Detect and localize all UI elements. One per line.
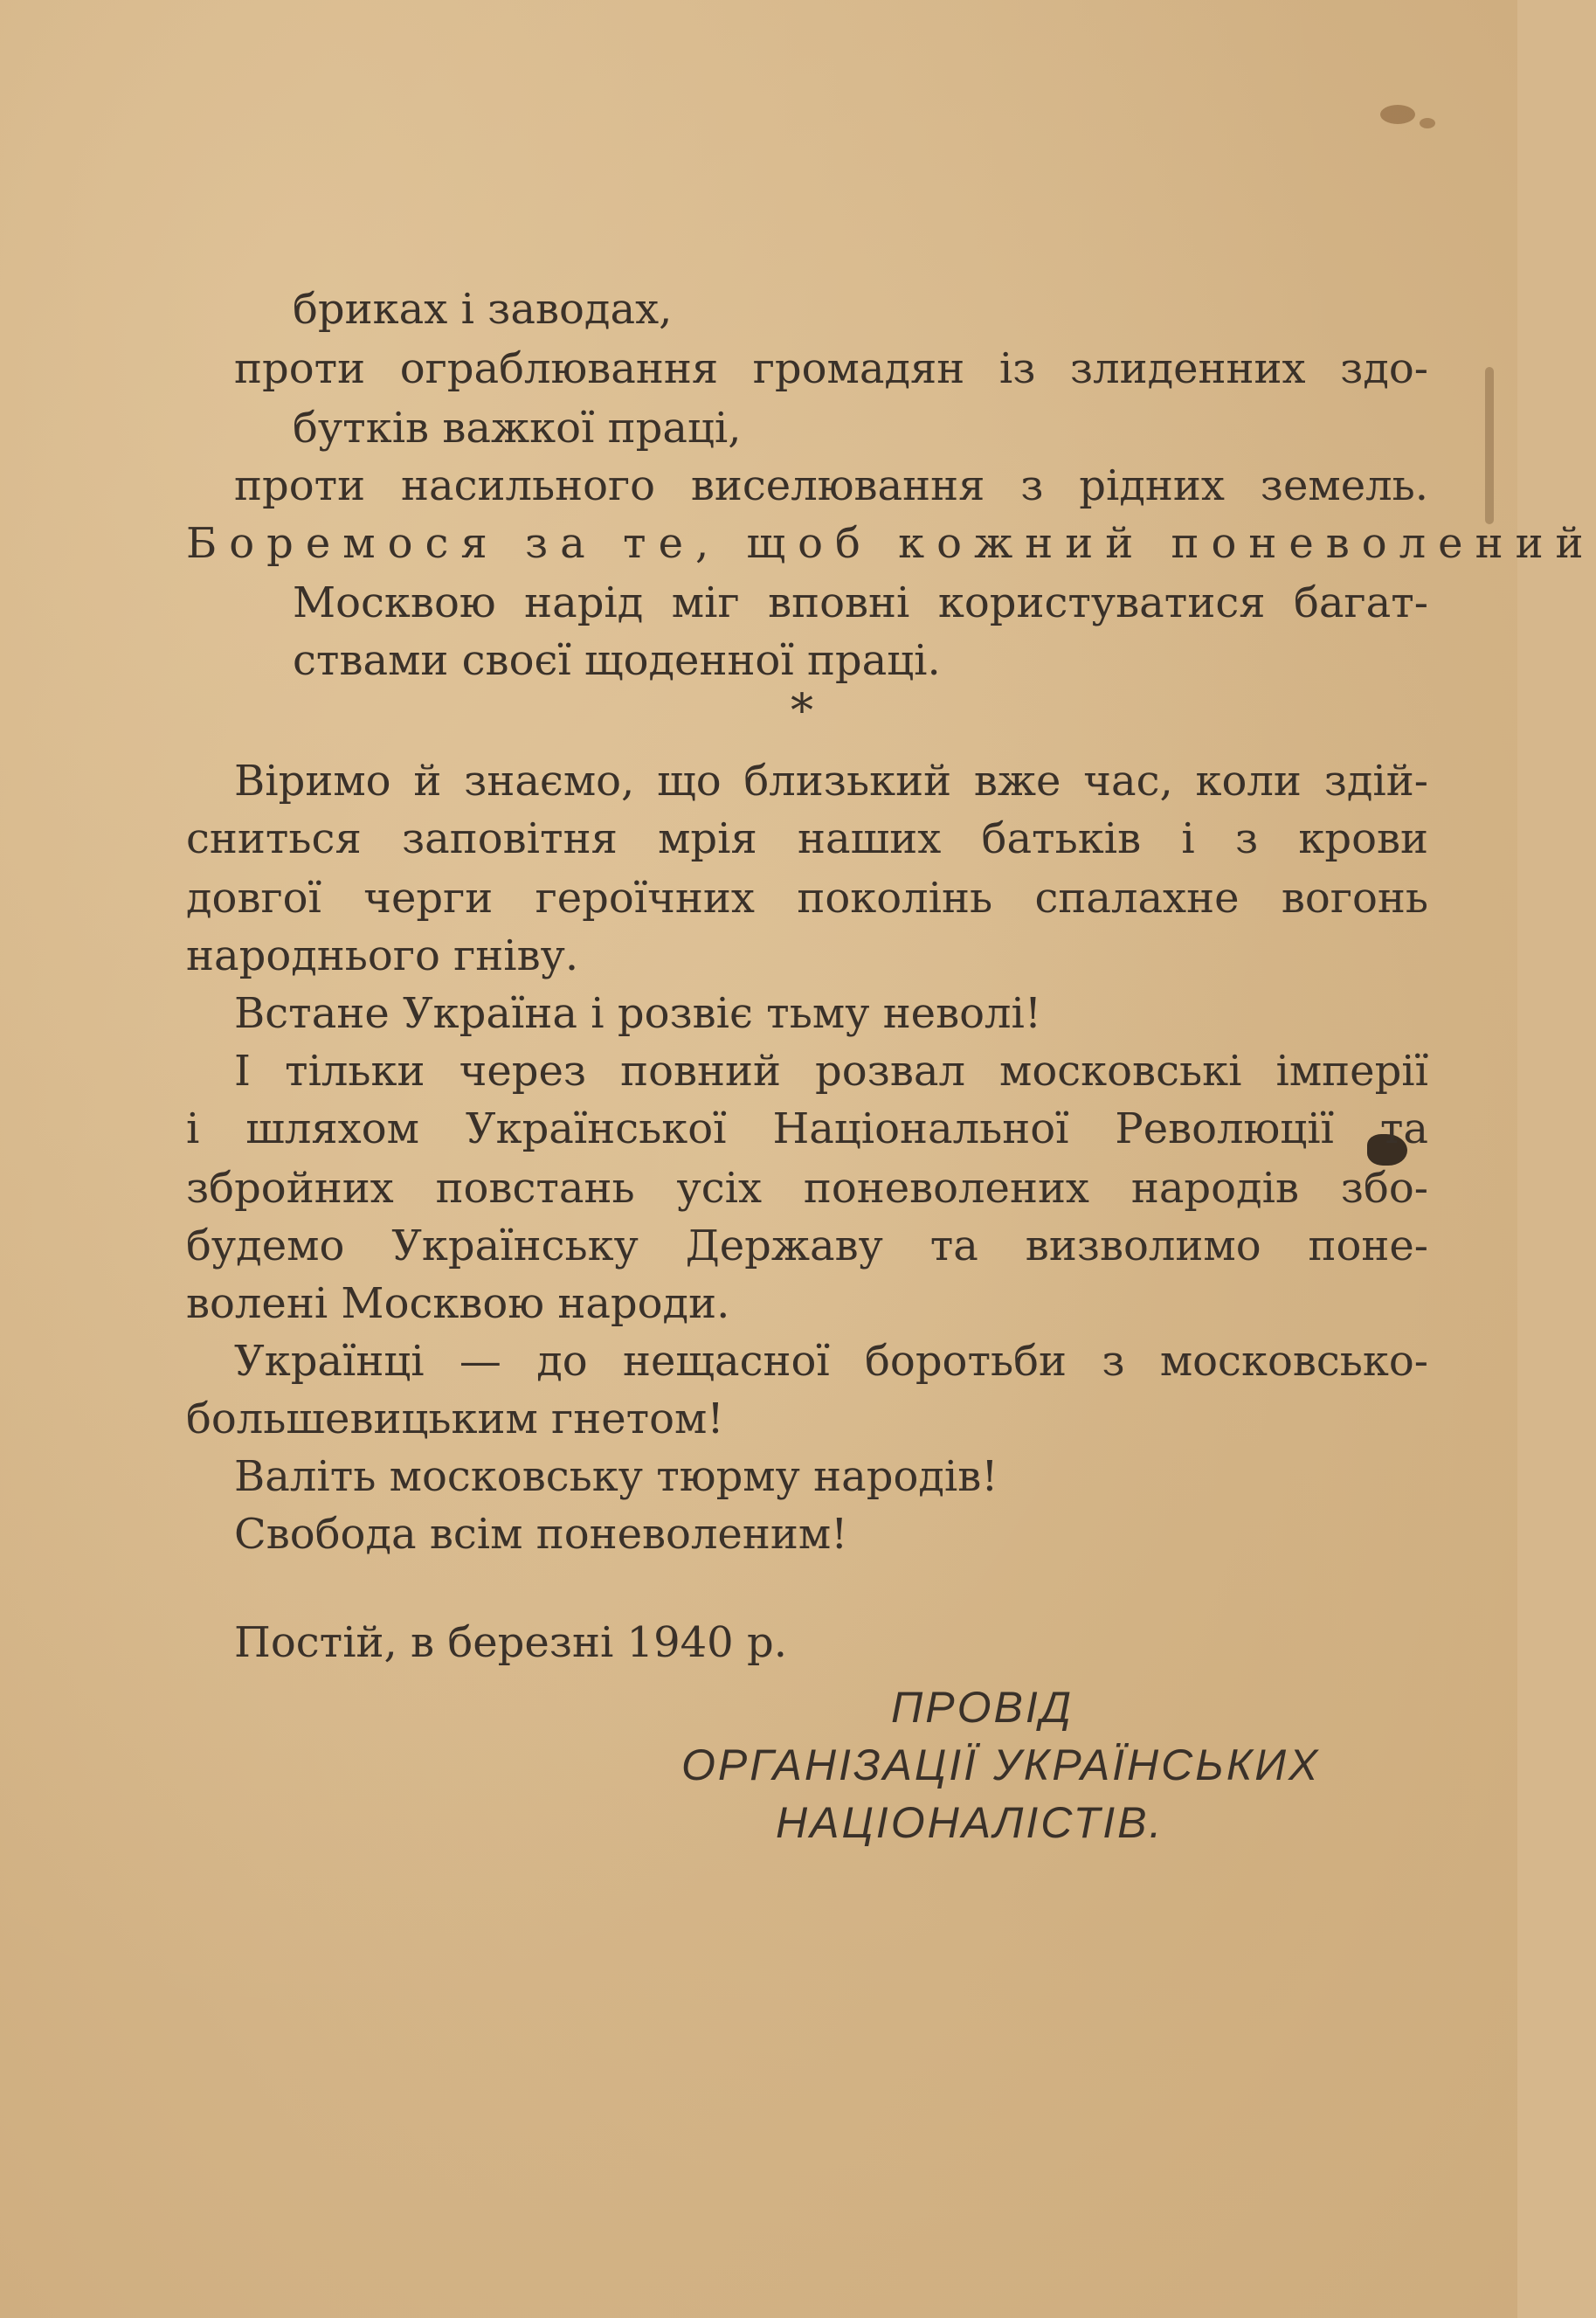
text-line: будемо Українську Державу та визволимо поне- — [186, 1221, 1428, 1270]
text-line: Валіть московську тюрму народів! — [234, 1452, 998, 1501]
text-line: сниться заповітня мрія наших батьків і з крови — [186, 814, 1428, 863]
text-line: народнього гніву. — [186, 931, 579, 980]
text-line: Свобода всім поневоленим! — [234, 1510, 848, 1559]
text-line: Встане Україна і розвіє тьму неволі! — [234, 989, 1042, 1038]
text-line: І тільки через повний розвал московські імперії — [234, 1047, 1428, 1096]
text-line: бутків важкої праці, — [293, 404, 742, 453]
text-line: Боремося за те, щоб кожний поневолений — [186, 519, 1596, 568]
section-separator: * — [791, 685, 813, 737]
text-line: большевицьким гнетом! — [186, 1394, 724, 1443]
signature-line-2: ОРГАНІЗАЦІЇ УКРАЇНСЬКИХ — [681, 1740, 1321, 1789]
text-line: Українці — до нещасної боротьби з московсько- — [234, 1337, 1428, 1386]
text-line: довгої черги героїчних поколінь спалахне вогонь — [186, 874, 1428, 923]
text-line: брикaх і заводах, — [293, 285, 673, 334]
signature-line-3: НАЦІОНАЛІСТІВ. — [776, 1798, 1164, 1847]
text-line: Віримо й знаємо, що близький вже час, коли здій- — [234, 757, 1428, 806]
text-line: і шляхом Української Національної Революції та — [186, 1104, 1428, 1153]
text-line: проти ограблювання громадян із злиденних здо- — [234, 344, 1428, 393]
text-line: збройних повстань усіх поневолених народів збо- — [186, 1164, 1428, 1213]
text-line: волені Москвою народи. — [186, 1279, 730, 1328]
signature-line-1: ПРОВІД — [891, 1683, 1074, 1732]
text-line: проти насильного виселювання з рідних земель. — [234, 461, 1428, 510]
place-date: Постій, в березні 1940 р. — [234, 1618, 787, 1667]
text-line: ствами своєї щоденної праці. — [293, 636, 941, 685]
text-line: Москвою нарід міг вповні користуватися багат- — [293, 578, 1428, 627]
